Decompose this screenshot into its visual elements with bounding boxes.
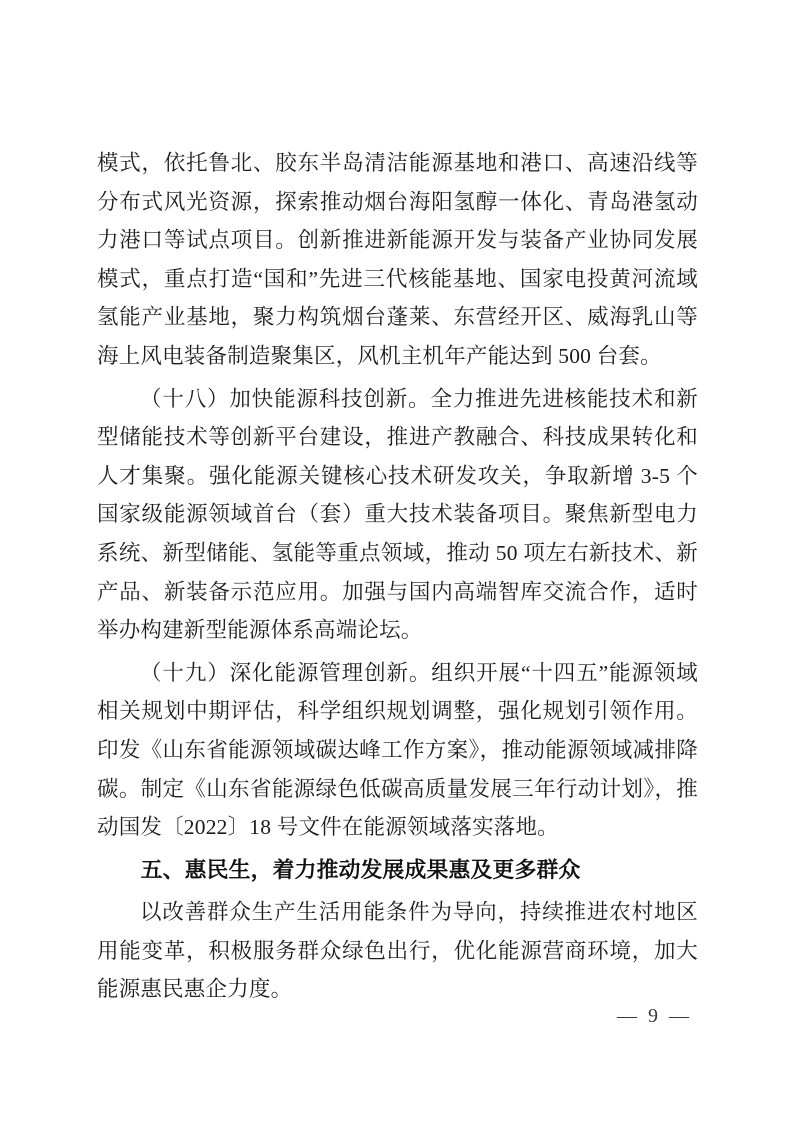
- paragraph-item-18: （十八）加快能源科技创新。全力推进先进核能技术和新型储能技术等创新平台建设，推进产教融合、科技成果转化和人才集聚。强化能源关键核心技术研发攻关，争取新增 3-5 个国家级能源领域首台（套）重大技术装备项目。聚焦新型电力系统、新型储能、氢能等重点领域，推动 50 项左右新技术、新产品、新装备示范应用。加强与国内高端智库交流合作，适时举办构建新型能源体系高端论坛。: [97, 386, 698, 643]
- paragraph-item-19: （十九）深化能源管理创新。组织开展“十四五”能源领域相关规划中期评估，科学组织规划调整，强化规划引领作用。印发《山东省能源领域碳达峰工作方案》，推动能源领域减排降碳。制定《山东省能源绿色低碳高质量发展三年行动计划》，推动国发〔2022〕18 号文件在能源领域落实落地。: [97, 660, 698, 840]
- paragraph-continuation: 模式，依托鲁北、胶东半岛清洁能源基地和港口、高速沿线等分布式风光资源，探索推动烟台海阳氢醇一体化、青岛港氢动力港口等试点项目。创新推进新能源开发与装备产业协同发展模式，重点打造“国和”先进三代核能基地、国家电投黄河流域氢能产业基地，聚力构筑烟台蓬莱、东营经开区、威海乳山等海上风电装备制造聚集区，风机主机年产能达到 500 台套。: [97, 151, 698, 368]
- document-body: [97, 144, 698, 1013]
- paragraph-livelihood: 以改善群众生产生活用能条件为导向，持续推进农村地区用能变革，积极服务群众绿色出行，优化能源营商环境，加大能源惠民惠企力度。: [97, 900, 698, 1002]
- section-heading: 五、惠民生，着力推动发展成果惠及更多群众: [140, 856, 581, 882]
- page-number: — 9 —: [617, 1005, 692, 1027]
